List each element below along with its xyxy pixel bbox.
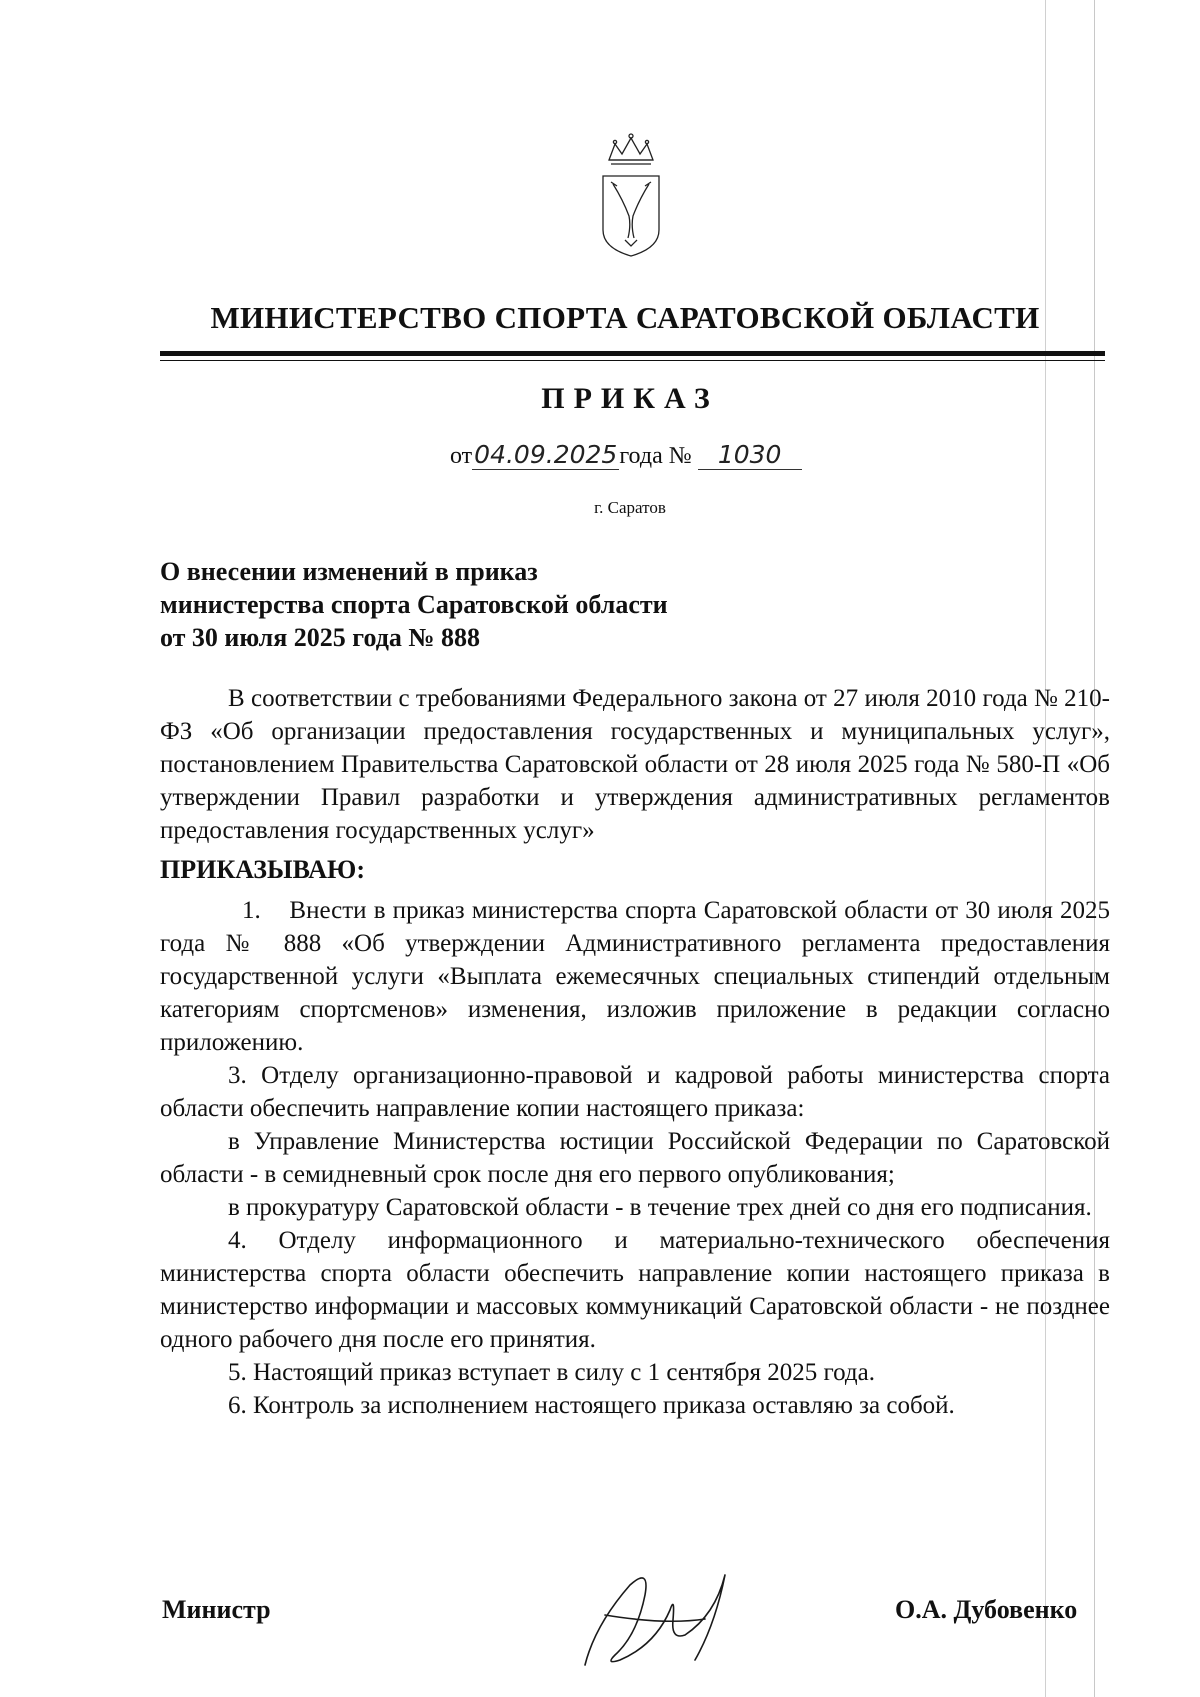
item-5: 5. Настоящий приказ вступает в силу с 1 сентября 2025 года. xyxy=(228,1359,875,1386)
signatory-name: О.А. Дубовенко xyxy=(895,1595,1078,1624)
subject-line: министерства спорта Саратовской области xyxy=(160,590,668,619)
document-body xyxy=(160,682,1110,1422)
item-1: 1. Внести в приказ министерства спорта Саратовской области от 30 июля 2025 года № 888 «Об утверждении Административного регламента предоставления государственной услуги «Выплата ежемесячных специальных стипендий отдельным категориям спортсменов» изменения, изложив приложение в редакции согласно приложению. xyxy=(160,897,1110,1056)
document-subject xyxy=(160,555,668,654)
preamble: В соответствии с требованиями Федерального закона от 27 июля 2010 года № 210-ФЗ «Об организации предоставления государственных и муниципальных услуг», постановлением Правительства Саратовской области от 28 июля 2025 года № 580-П «Об утверждении Правил разработки и утверждения административных регламентов предоставления государственных услуг» xyxy=(160,685,1110,844)
ministry-title: МИНИСТЕРСТВО СПОРТА САРАТОВСКОЙ ОБЛАСТИ xyxy=(210,300,1040,335)
order-word: ПРИКАЗЫВАЮ: xyxy=(160,855,365,884)
item-3-subitem: в Управление Министерства юстиции Российской Федерации по Саратовской области - в семидневный срок после дня его первого опубликования; xyxy=(160,1128,1110,1188)
item-3: 3. Отделу организационно-правовой и кадровой работы министерства спорта области обеспечить направление копии настоящего приказа: xyxy=(160,1062,1110,1122)
signatory-title: Министр xyxy=(162,1595,271,1624)
header-divider-thin xyxy=(160,360,1105,361)
item-6: 6. Контроль за исполнением настоящего приказа оставляю за собой. xyxy=(228,1392,955,1419)
item-3-subitem: в прокуратуру Саратовской области - в течение трех дней со дня его подписания. xyxy=(228,1194,1092,1221)
handwritten-signature xyxy=(575,1555,750,1675)
handwritten-date: 04.09.2025 xyxy=(474,440,618,469)
header-divider xyxy=(160,351,1105,356)
date-number-line xyxy=(450,440,802,470)
item-4: 4. Отделу информационного и материально-технического обеспечения министерства спорта области обеспечить направление копии настоящего приказа в министерство информации и массовых коммуникаций Саратовской области - не позднее одного рабочего дня после его принятия. xyxy=(160,1227,1110,1353)
date-prefix: от xyxy=(450,443,473,469)
city: г. Саратов xyxy=(594,498,666,517)
subject-line: О внесении изменений в приказ xyxy=(160,557,538,586)
handwritten-number: 1030 xyxy=(698,440,802,470)
subject-line: от 30 июля 2025 года № 888 xyxy=(160,623,480,652)
date-suffix: года № xyxy=(619,443,692,469)
coat-of-arms-icon xyxy=(595,130,667,260)
document-type: ПРИКАЗ xyxy=(541,382,719,415)
